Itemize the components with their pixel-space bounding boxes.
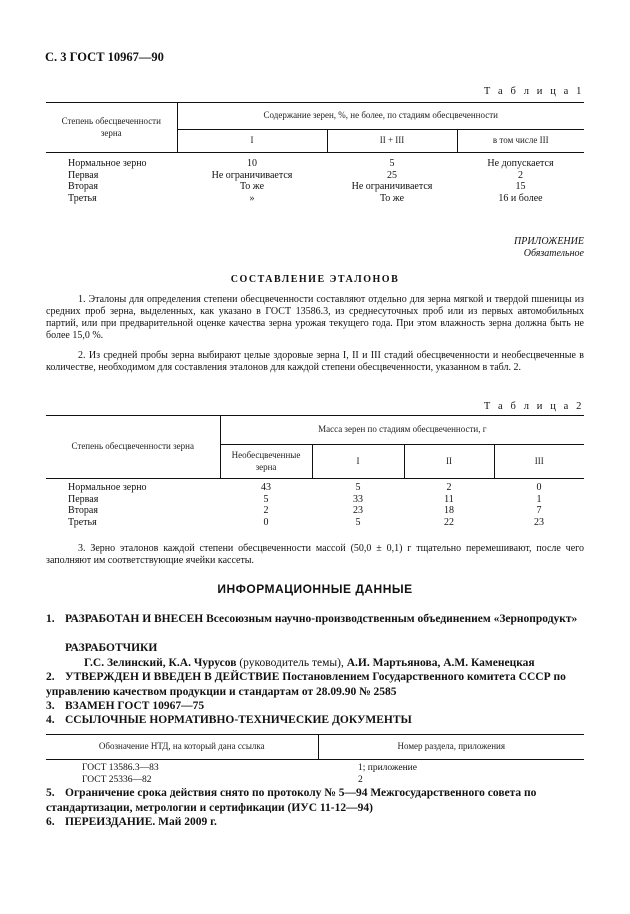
info-item-4 — [46, 713, 586, 728]
info-item-number: 3. — [46, 700, 55, 712]
info-developers-label: РАЗРАБОТЧИКИ — [65, 642, 158, 654]
table-row — [46, 181, 584, 193]
table-row — [46, 494, 584, 506]
developers-names-a: Г.С. Зелинский, К.А. Чурусов — [84, 657, 237, 669]
table3-cell-doc: ГОСТ 25336—82 — [82, 774, 152, 785]
info-item-number: 1. — [46, 613, 55, 625]
table1-cell: 16 и более — [498, 192, 543, 204]
info-item-number: 4. — [46, 714, 55, 726]
table1-cell: Не допускается — [487, 158, 554, 169]
info-item-number: 2. — [46, 671, 55, 683]
table2-cell: 23 — [353, 505, 363, 516]
table1-cell: То же — [239, 181, 265, 192]
table3 — [46, 734, 584, 786]
table3-cell-ref: 2 — [358, 774, 363, 785]
table1-col-header: I — [177, 130, 327, 153]
table-row — [46, 775, 584, 787]
table1-cell: 15 — [515, 181, 526, 192]
table2-cell: 0 — [536, 482, 542, 493]
table1-cell: То же — [379, 192, 405, 204]
table1-cell: 2 — [518, 169, 523, 181]
info-item-text: ССЫЛОЧНЫЕ НОРМАТИВНО-ТЕХНИЧЕСКИЕ ДОКУМЕНТЫ — [65, 714, 412, 726]
info-item-text: ВЗАМЕН ГОСТ 10967—75 — [65, 700, 205, 712]
table-row — [46, 505, 584, 517]
table2-cell: 2 — [446, 482, 452, 493]
table2-row-header: Степень обесцвеченности зерна — [46, 416, 220, 479]
table1-group-header: Содержание зерен, %, не более, по стадиям обесцвеченности — [177, 103, 584, 130]
table2-col-header: I — [312, 445, 404, 479]
table1-cell: 25 — [387, 169, 397, 181]
appendix-status: Обязательное — [523, 248, 584, 259]
table2-cell-label: Третья — [68, 516, 97, 528]
table-row — [46, 153, 584, 170]
table2-cell: 33 — [353, 493, 363, 505]
page-header: С. 3 ГОСТ 10967—90 — [45, 50, 164, 64]
table1-caption: Т а б л и ц а 1 — [483, 86, 584, 97]
table1-cell: Не ограничивается — [211, 169, 293, 181]
table1-cell: 5 — [389, 158, 395, 169]
appendix-paragraph-3: 3. Зерно эталонов каждой степени обесцвеченности массой (50,0 ± 0,1) г тщательно перемешивают, после чего заполняют им соответствующие ячейки кассеты. — [46, 543, 584, 566]
developers-role: (руководитель темы), — [236, 657, 347, 669]
appendix-paragraph-1: 1. Эталоны для определения степени обесцвеченности составляют отдельно для зерна мягкой и твердой пшеницы из средних проб зерна, выделенных, как указано в ГОСТ 13586.3, из среднесуточных проб или из первых автомобильных партий, или при предварительной оценке качества зерна урожая текущего года. При этом влажность зерна должна быть не более 15,0 %. — [46, 294, 584, 341]
table1-col-header: в том числе III — [457, 130, 584, 153]
table1-cell-label: Первая — [68, 169, 99, 181]
info-item-text: Ограничение срока действия снято по протоколу № 5—94 Межгосударственного совета по стандартизации, метрологии и сертификации (ИУС 11-12—94) — [46, 787, 537, 814]
appendix-label: ПРИЛОЖЕНИЕ — [514, 236, 584, 247]
table2-col-header: III — [494, 445, 584, 479]
table2 — [46, 415, 584, 528]
table2-cell: 22 — [444, 516, 454, 528]
table1-cell-label: Нормальное зерно — [68, 158, 147, 169]
table-row — [46, 193, 584, 205]
table2-cell: 43 — [261, 482, 271, 493]
table2-cell-label: Нормальное зерно — [68, 482, 147, 493]
table2-cell: 5 — [355, 516, 361, 528]
table1-cell: » — [249, 192, 255, 204]
table1-col-header: II + III — [327, 130, 457, 153]
table3-cell-ref: 1; приложение — [358, 763, 417, 773]
table2-cell-label: Первая — [68, 493, 99, 505]
table2-cell: 7 — [536, 505, 542, 516]
table2-cell: 1 — [536, 493, 542, 505]
table1-cell-label: Вторая — [68, 181, 98, 192]
table2-cell: 5 — [355, 482, 361, 493]
info-item-1 — [46, 612, 586, 627]
table3-col-header: Обозначение НТД, на который дана ссылка — [46, 735, 318, 760]
info-item-5 — [46, 786, 586, 816]
info-title: ИНФОРМАЦИОННЫЕ ДАННЫЕ — [217, 582, 413, 596]
info-item-2 — [46, 670, 586, 700]
info-developers — [84, 656, 624, 671]
appendix-title: СОСТАВЛЕНИЕ ЭТАЛОНОВ — [230, 274, 400, 285]
table2-cell: 23 — [534, 516, 544, 528]
table2-caption: Т а б л и ц а 2 — [483, 401, 584, 412]
table1 — [46, 102, 584, 204]
table1-cell-label: Третья — [68, 192, 97, 204]
info-item-text: ПЕРЕИЗДАНИЕ. Май 2009 г. — [65, 816, 217, 828]
table-row — [46, 517, 584, 529]
table-row — [46, 170, 584, 182]
table2-cell: 18 — [444, 505, 454, 516]
table2-group-header: Масса зерен по стадиям обесцвеченности, г — [220, 416, 584, 445]
info-item-3 — [46, 699, 586, 714]
table2-cell: 0 — [263, 516, 269, 528]
info-item-text: РАЗРАБОТАН И ВНЕСЕН Всесоюзным научно-производственным объединением «Зернопродукт» — [65, 613, 578, 625]
info-item-number: 5. — [46, 787, 55, 799]
table2-col-header: II — [404, 445, 494, 479]
table1-row-header: Степень обесцвеченности зерна — [46, 103, 177, 153]
table3-col-header: Номер раздела, приложения — [318, 735, 584, 760]
developers-names-b: А.И. Мартьянова, А.М. Каменецкая — [346, 657, 535, 669]
table3-cell-doc: ГОСТ 13586.3—83 — [82, 763, 159, 773]
appendix-paragraph-2: 2. Из средней пробы зерна выбирают целые здоровые зерна I, II и III стадий обесцвеченности и необесцвеченные в количестве, необходимом для составления эталонов для каждой степени обесцвеченности, указанном в табл. 2. — [46, 350, 584, 373]
table1-cell: Не ограничивается — [351, 181, 433, 192]
info-item-number: 6. — [46, 816, 55, 828]
table2-cell-label: Вторая — [68, 505, 98, 516]
table2-col-header: Необесцвеченные зерна — [220, 445, 312, 479]
info-item-6 — [46, 815, 586, 830]
table2-cell: 2 — [263, 505, 269, 516]
table-row — [46, 479, 584, 494]
table2-cell: 5 — [263, 493, 269, 505]
table1-cell: 10 — [247, 158, 257, 169]
info-item-text: УТВЕРЖДЕН И ВВЕДЕН В ДЕЙСТВИЕ Постановлением Государственного комитета СССР по управлению качеством продукции и стандартам от 28.09.90 № 2585 — [46, 671, 566, 698]
table-row — [46, 760, 584, 775]
table2-cell: 11 — [444, 493, 454, 505]
